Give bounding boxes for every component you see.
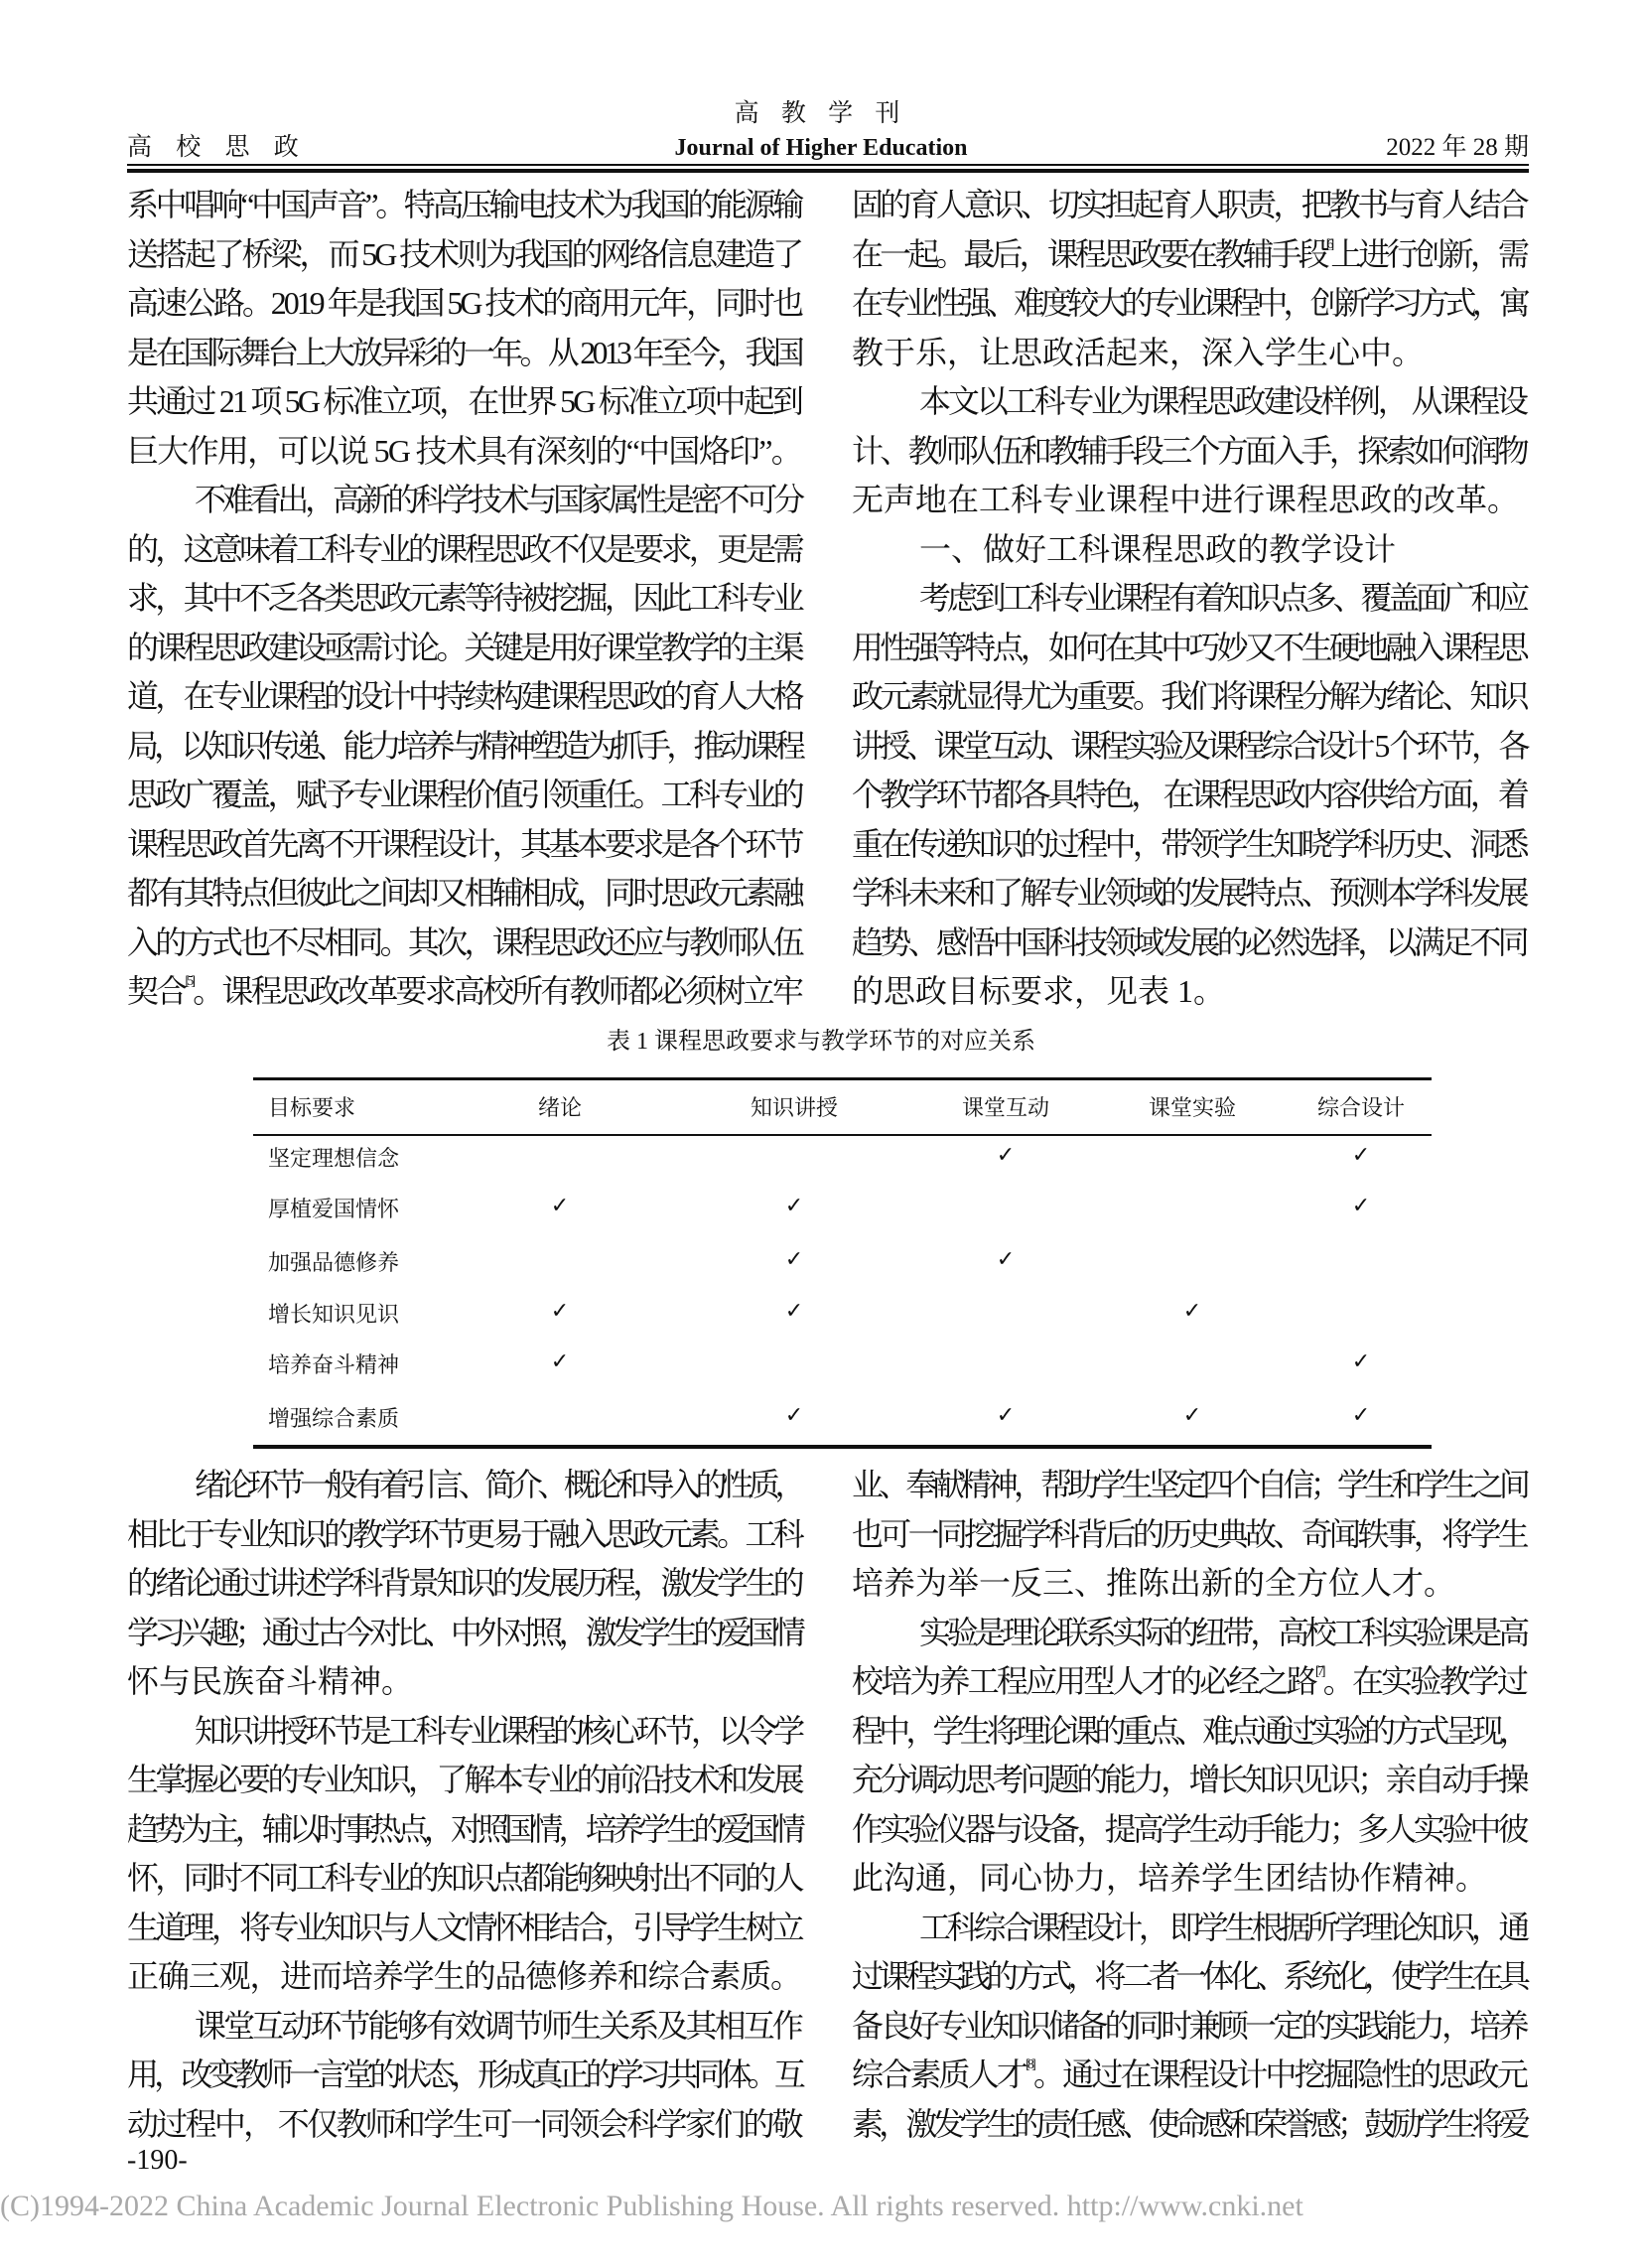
paragraph [127, 181, 802, 476]
text-line: 充分调动思考问题的能力，增长知识见识；亲自动手操 [852, 1762, 1526, 1797]
text-line: 高速公路。2019 年是我国 5G 技术的商用元年，同时也 [127, 285, 801, 321]
table-header-cell: 知识讲授 [750, 1095, 839, 1120]
text-line: 程中，学生将理论课的重点、难点通过实验的方式呈现， [852, 1712, 1527, 1749]
table-caption: 表 1 课程思政要求与教学环节的对应关系 [607, 1029, 1035, 1055]
left-column-top [127, 181, 802, 1017]
paragraph [127, 1707, 802, 2002]
text-line: 作实验仪器与设备，提高学生动手能力；多人实验中彼 [852, 1810, 1526, 1847]
text-line: 在专业性强、难度较大的专业课程中，创新学习方式，寓 [852, 285, 1527, 321]
text-line: 契合[5]。课程思政改革要求高校所有教师都必须树立牢 [127, 973, 802, 1009]
table-header-cell: 课堂实验 [1148, 1095, 1237, 1120]
table-row-label: 培养奋斗精神 [268, 1352, 400, 1377]
text-line: 备良好专业知识储备的同时兼顾一定的实践能力，培养 [852, 2007, 1526, 2044]
text-line: 趋势、感悟中国科技领域发展的必然选择，以满足不同 [852, 923, 1526, 960]
check-mark-icon: ✓ [784, 1246, 804, 1271]
check-mark-icon: ✓ [996, 1246, 1016, 1271]
table-row-label: 坚定理想信念 [268, 1146, 400, 1171]
text-line: 工科综合课程设计， 即学生根据所学理论知识，通 [919, 1909, 1527, 1945]
table-header-cell: 课堂互动 [961, 1095, 1050, 1120]
text-line: 是在国际舞台上大放异彩的一年。从 2013 年至今，我国 [127, 334, 802, 370]
section-name: 高 校 思 政 [127, 134, 308, 161]
text-line: 实验是理论联系实际的纽带，高校工科实验课是高 [919, 1614, 1526, 1650]
text-line: 的课程思政建设亟需讨论。关键是用好课堂教学的主渠 [127, 629, 801, 665]
table-row-label: 增长知识见识 [268, 1302, 400, 1327]
text-line: 道，在专业课程的设计中持续构建课程思政的育人大格 [127, 678, 801, 714]
text-line: 不难看出，高新的科学技术与国家属性是密不可分 [195, 482, 801, 517]
text-line: 业、奉献精神，帮助学生坚定四个自信；学生和学生之间 [852, 1467, 1527, 1502]
check-mark-icon: ✓ [1182, 1402, 1202, 1427]
check-mark-icon: ✓ [1351, 1193, 1371, 1217]
left-column-bottom [127, 1461, 802, 2149]
table-header-cell: 综合设计 [1316, 1095, 1406, 1120]
text-line: 动过程中， 不仅教师和学生可一同领会科学家们的敬 [127, 2105, 801, 2142]
journal-title-en: Journal of Higher Education [674, 135, 968, 161]
check-mark-icon: ✓ [550, 1193, 570, 1217]
text-line: 生道理，将专业知识与人文情怀相结合，引导学生树立 [127, 1909, 801, 1945]
text-line: 个教学环节都各具特色， 在课程思政内容供给方面，着 [852, 777, 1527, 812]
text-line: 怀与民族奋斗精神。 [127, 1663, 414, 1699]
check-mark-icon: ✓ [996, 1402, 1016, 1427]
text-line: 共通过 21 项 5G 标准立项，在世界 5G 标准立项中起到 [127, 383, 802, 419]
right-column-top [852, 181, 1527, 1017]
issue-label: 2022 年 28 期 [1386, 134, 1529, 161]
text-line: 无声地在工科专业课程中进行课程思政的改革。 [852, 482, 1520, 517]
check-mark-icon: ✓ [784, 1193, 804, 1217]
citation-marker: [7] [1314, 1664, 1323, 1679]
paragraph [127, 1461, 802, 1707]
table-bottom-rule [253, 1445, 1432, 1449]
journal-title-cn: 高 教 学 刊 [734, 100, 908, 127]
table-row-label: 增强综合素质 [268, 1406, 400, 1431]
page-number: -190- [127, 2145, 188, 2176]
text-line: 用性强等特点，如何在其中巧妙又不生硬地融入课程思 [852, 629, 1526, 665]
text-line: 知识讲授环节是工科专业课程的核心环节，以令学 [195, 1712, 801, 1749]
citation-marker: [5] [185, 974, 194, 989]
text-line: 绪论环节一般有着引言、简介、概论和导入的性质， [195, 1467, 801, 1502]
paragraph [852, 1609, 1527, 1904]
table-header-cell: 目标要求 [268, 1095, 356, 1120]
text-line: 思政广覆盖，赋予专业课程价值引领重任。工科专业的 [127, 777, 801, 812]
table-header-rule [253, 1134, 1432, 1136]
text-line: 此沟通，同心协力，培养学生团结协作精神。 [852, 1860, 1488, 1896]
text-line: 局，以知识传递、能力培养与精神塑造为抓手，推动课程 [127, 727, 802, 764]
table-row-label: 加强品德修养 [268, 1250, 400, 1275]
citation-marker: [6] [1325, 236, 1331, 252]
check-mark-icon: ✓ [550, 1348, 570, 1373]
text-line: 入的方式也不尽相同。其次，课程思政还应与教师队伍 [127, 923, 801, 960]
check-mark-icon: ✓ [784, 1298, 804, 1323]
check-mark-icon: ✓ [550, 1298, 570, 1323]
text-line: 巨大作用，可以说 5G 技术具有深刻的“中国烙印”。 [127, 432, 802, 469]
table-header-cell: 绪论 [537, 1095, 583, 1120]
check-mark-icon: ✓ [996, 1142, 1016, 1167]
text-line: 生掌握必要的专业知识，了解本专业的前沿技术和发展 [127, 1762, 801, 1797]
text-line: 本文以工科专业为课程思政建设样例， 从课程设 [919, 383, 1526, 419]
check-mark-icon: ✓ [784, 1402, 804, 1427]
text-line: 考虑到工科专业课程有着知识点多、覆盖面广和应 [919, 580, 1526, 616]
text-line: 正确三观，进而培养学生的品德修养和综合素质。 [127, 1958, 801, 1994]
section-heading [852, 525, 1527, 575]
text-line: 学科未来和了解专业领域的发展特点、预测本学科发展 [852, 875, 1526, 911]
text-line: 系中唱响“中国声音”。特高压输电技术为我国的能源输 [127, 187, 801, 222]
text-line: 过课程实践的方式，将二者一体化、系统化，使学生在具 [852, 1958, 1527, 1994]
header-rule-thin [127, 164, 1529, 166]
paragraph [852, 574, 1527, 1017]
text-line: 教于乐，让思政活起来，深入学生心中。 [852, 334, 1425, 370]
text-line: 相比于专业知识的教学环节更易于融入思政元素。工科 [127, 1515, 801, 1552]
text-line: 课堂互动环节能够有效调节师生关系及其相互作 [195, 2007, 801, 2044]
paragraph [852, 1904, 1527, 2150]
check-mark-icon: ✓ [1182, 1298, 1202, 1323]
check-mark-icon: ✓ [1351, 1402, 1371, 1427]
table-row-label: 厚植爱国情怀 [268, 1197, 400, 1221]
text-line: 用，改变教师一言堂的状态，形成真正的学习共同体。互 [127, 2056, 802, 2092]
text-line: 在一起。最后，课程思政要在教辅手段[6]上进行创新，需 [852, 235, 1527, 272]
check-mark-icon: ✓ [1351, 1348, 1371, 1373]
text-line: 校培为养工程应用型人才的必经之路[7]。在实验教学过 [852, 1663, 1527, 1699]
paragraph [852, 1461, 1527, 1609]
right-column-bottom [852, 1461, 1527, 2149]
paragraph [127, 476, 802, 1017]
text-line: 课程思政首先离不开课程设计，其基本要求是各个环节 [127, 825, 801, 862]
text-line: 趋势为主，辅以时事热点，对照国情，培养学生的爱国情 [127, 1810, 802, 1847]
text-line: 重在传递知识的过程中，带领学生知晓学科历史、洞悉 [852, 825, 1526, 862]
copyright-notice: (C)1994-2022 China Academic Journal Electronic Publishing House. All rights reserved. http://www.cnki.net [0, 2190, 1303, 2222]
paragraph [852, 181, 1527, 377]
text-line: 讲授、课堂互动、课程实验及课程综合设计 5 个环节，各 [852, 727, 1527, 764]
text-line: 的绪论通过讲述学科背景知识的发展历程，激发学生的 [127, 1565, 801, 1601]
text-line: 固的育人意识、切实担起育人职责，把教书与育人结合 [852, 187, 1526, 222]
text-line: 政元素就显得尤为重要。我们将课程分解为绪论、知识 [852, 678, 1526, 714]
text-line: 一、做好工科课程思政的教学设计 [919, 530, 1397, 567]
paragraph [127, 2002, 802, 2150]
paragraph [852, 377, 1527, 525]
text-line: 的思政目标要求，见表 1。 [852, 973, 1226, 1009]
text-line: 怀，同时不同工科专业的知识点都能够映射出不同的人 [127, 1860, 801, 1896]
citation-marker: [8] [1026, 2057, 1033, 2072]
check-mark-icon: ✓ [1351, 1142, 1371, 1167]
text-line: 求，其中不乏各类思政元素等待被挖掘，因此工科专业 [127, 580, 801, 616]
text-line: 综合素质人才[8]。通过在课程设计中挖掘隐性的思政元 [852, 2056, 1527, 2092]
table [253, 1077, 1432, 1449]
text-line: 素，激发学生的责任感、使命感和荣誉感；鼓励学生将爱 [852, 2105, 1527, 2142]
text-line: 计、教师队伍和教辅手段三个方面入手，探索如何润物 [852, 432, 1526, 469]
table-top-rule [253, 1077, 1432, 1080]
text-line: 送搭起了桥梁，而 5G 技术则为我国的网络信息建造了 [127, 235, 802, 272]
header-rule-thick [127, 169, 1529, 173]
text-line: 培养为举一反三、推陈出新的全方位人才。 [852, 1565, 1456, 1601]
text-line: 学习兴趣；通过古今对比、中外对照，激发学生的爱国情 [127, 1614, 802, 1650]
text-line: 也可一同挖掘学科背后的历史典故、奇闻轶事，将学生 [852, 1515, 1526, 1552]
text-line: 的，这意味着工科专业的课程思政不仅是要求，更是需 [127, 530, 801, 567]
text-line: 都有其特点但彼此之间却又相辅相成，同时思政元素融 [127, 875, 801, 911]
